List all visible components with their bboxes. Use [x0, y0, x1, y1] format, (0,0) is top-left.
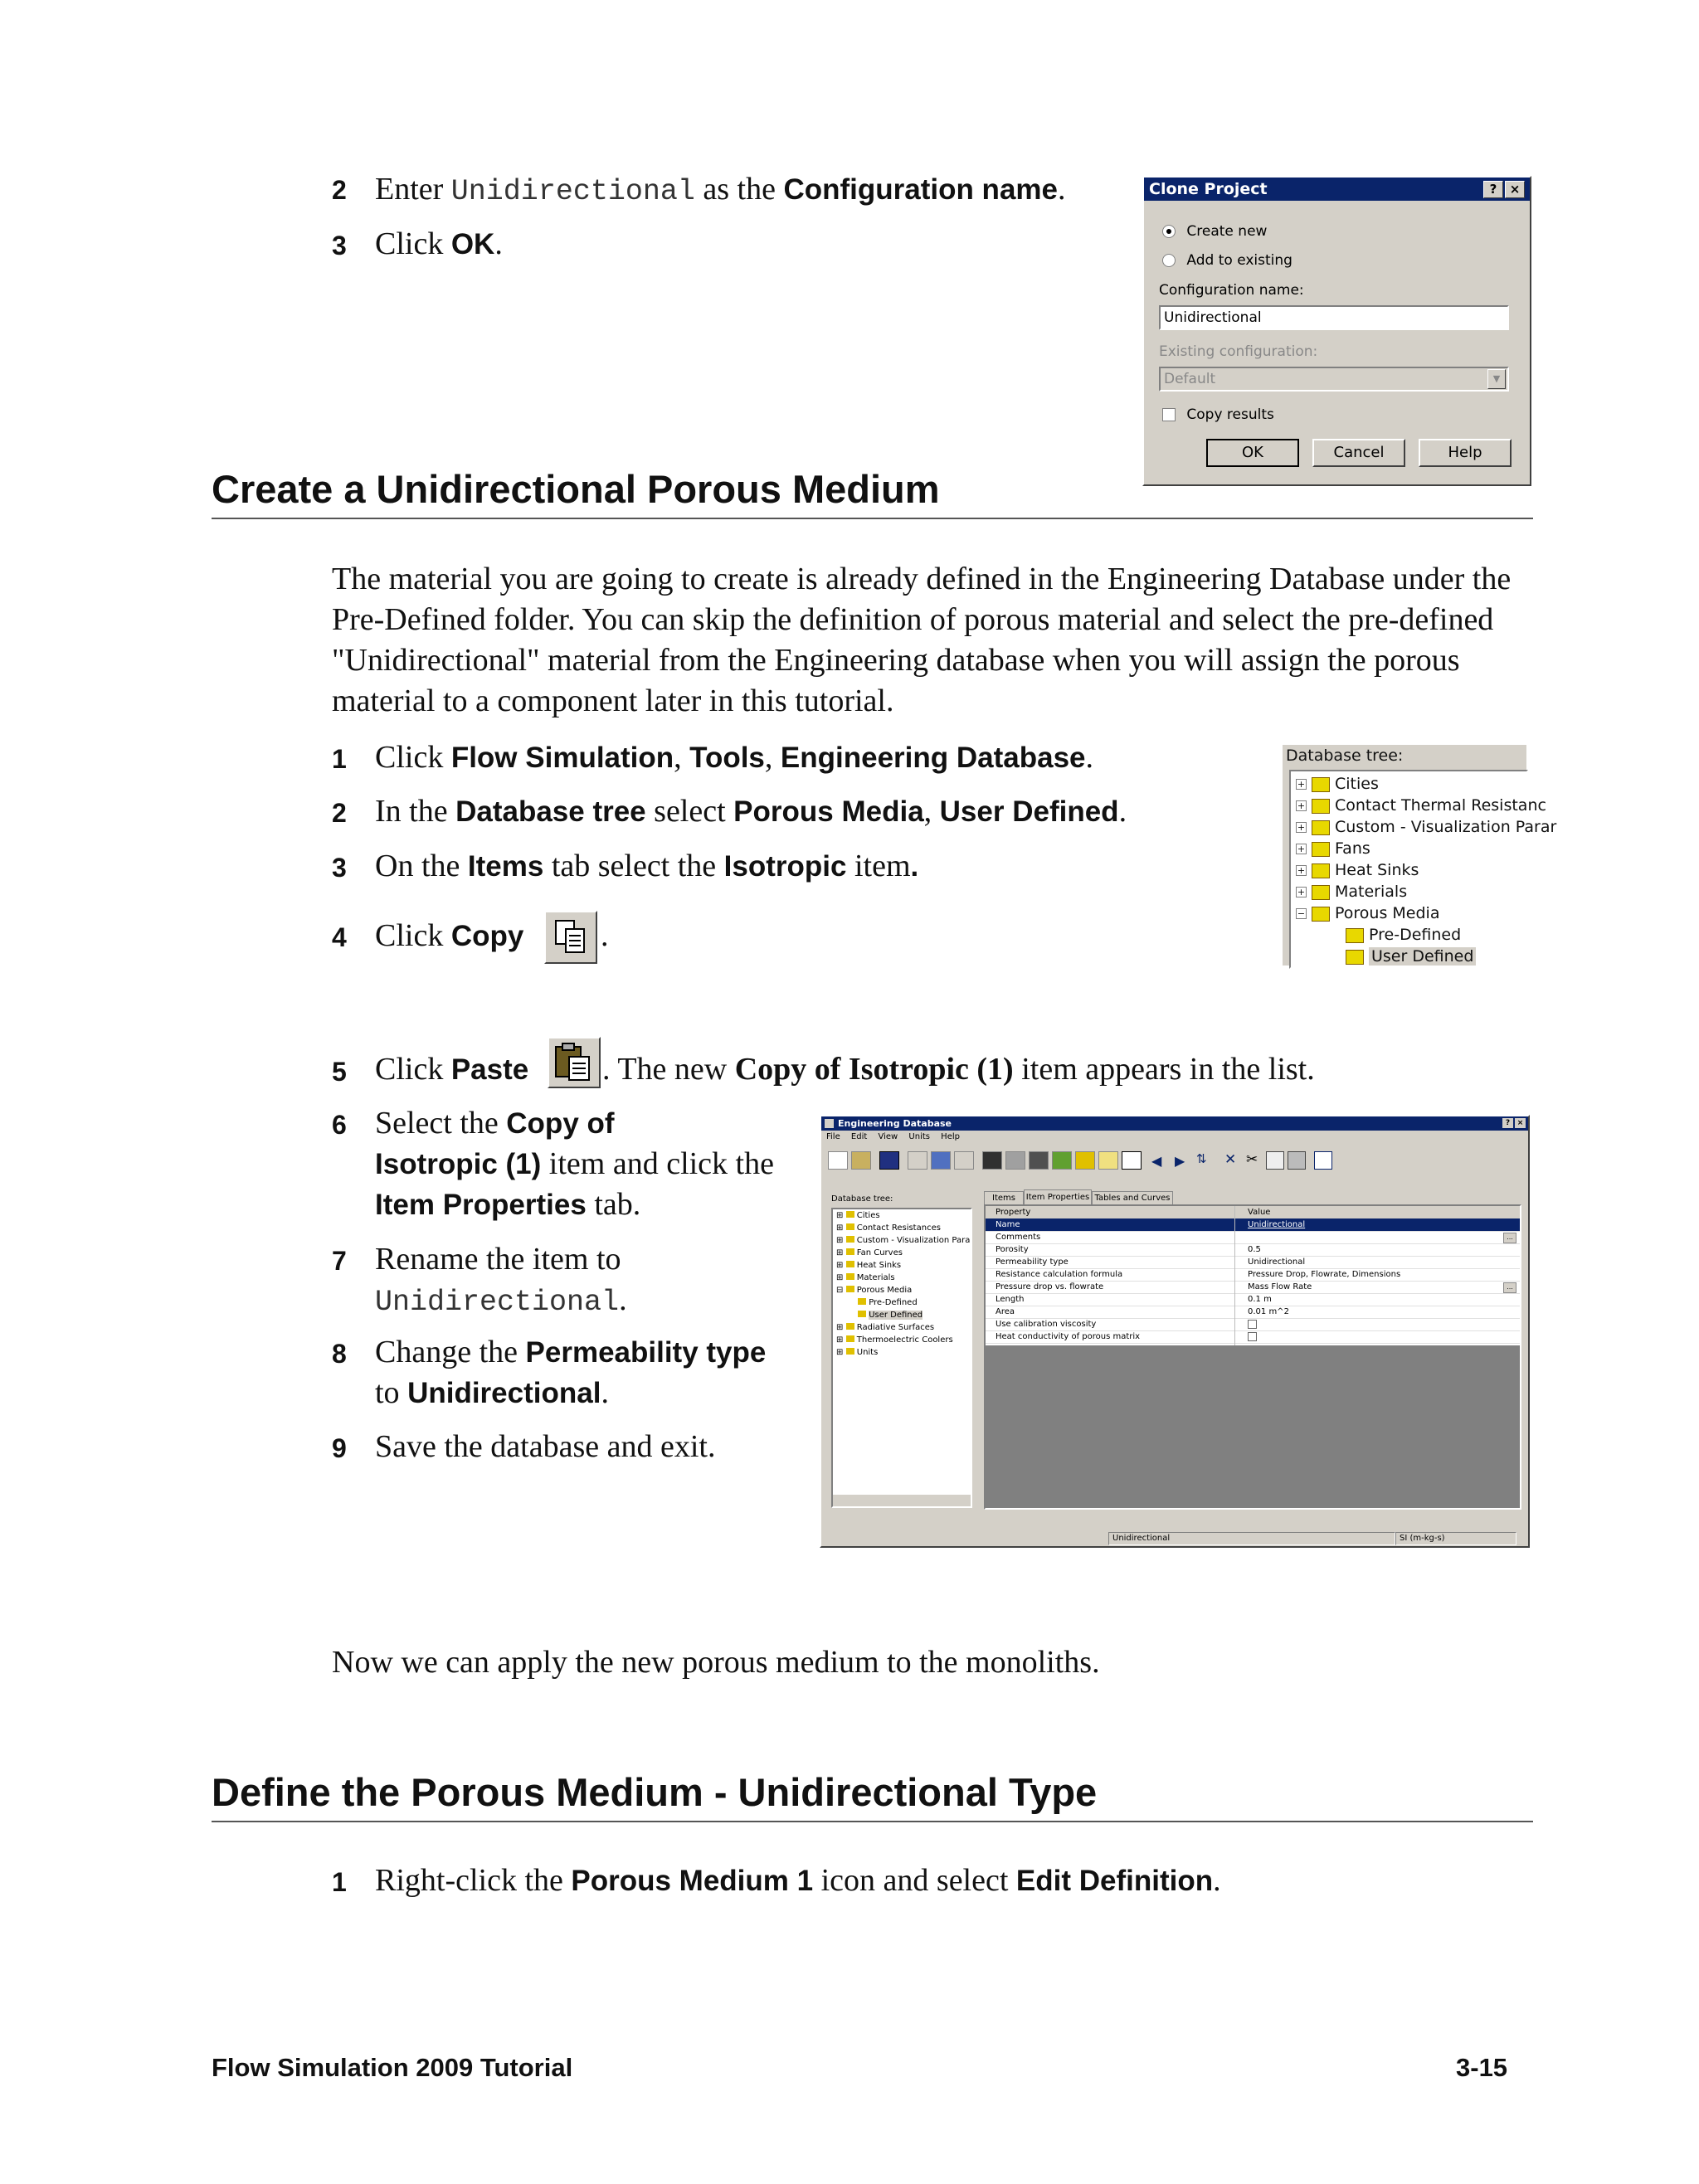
step-number: 3 — [332, 853, 347, 883]
step-text: Save the database and exit. — [375, 1429, 716, 1464]
existing-config-select[interactable]: Default ▼ — [1159, 367, 1509, 392]
new-icon[interactable] — [828, 1151, 848, 1170]
step-text: Right-click the Porous Medium 1 icon and select Edit Definition. — [375, 1863, 1221, 1898]
window-titlebar: Engineering Database ? × — [821, 1116, 1528, 1131]
tree-item[interactable]: Pre-Defined — [858, 1298, 918, 1307]
next-icon[interactable]: ▶ — [1175, 1153, 1185, 1169]
open-icon[interactable] — [851, 1151, 871, 1170]
menu-edit[interactable]: Edit — [850, 1132, 868, 1141]
step-text-end: . — [601, 918, 609, 953]
config-name-input[interactable]: Unidirectional — [1159, 305, 1509, 330]
step-number: 1 — [332, 744, 347, 774]
tree-item[interactable]: − Porous Media — [1297, 904, 1440, 922]
folder-icon[interactable] — [1075, 1151, 1095, 1170]
existing-config-label: Existing configuration: — [1159, 343, 1318, 360]
properties-icon[interactable] — [1314, 1151, 1332, 1170]
folder-icon — [1346, 950, 1364, 965]
tree-item[interactable]: + Fans — [1297, 839, 1370, 858]
expand-icon[interactable]: + — [1297, 844, 1306, 854]
page-number: 3-15 — [1456, 2053, 1508, 2082]
tree-item[interactable]: ⊞ Contact Resistances — [836, 1223, 941, 1233]
tree-scrollbar[interactable] — [833, 1495, 971, 1506]
help-icon[interactable]: ? — [1483, 181, 1503, 198]
tree-item[interactable]: + Contact Thermal Resistanc — [1297, 796, 1546, 815]
tree-item[interactable]: ⊞ Custom - Visualization Para — [836, 1236, 971, 1245]
curve-icon[interactable] — [954, 1151, 974, 1170]
radio-on-icon[interactable] — [1162, 225, 1176, 238]
tree-item[interactable]: + Cities — [1297, 775, 1379, 793]
table-row[interactable]: Area 0.01 m^2 — [986, 1306, 1520, 1319]
step-number: 6 — [332, 1110, 347, 1140]
table-row[interactable]: Comments ... — [986, 1231, 1520, 1244]
expand-icon[interactable]: + — [1297, 887, 1306, 897]
step-text-rest: . The new Copy of Isotropic (1) item appears in the list. — [602, 1052, 1315, 1087]
database-tree-label: Database tree: — [1286, 747, 1404, 765]
materials-icon — [1312, 885, 1330, 900]
step-text: Click Flow Simulation, Tools, Engineering Database. — [375, 740, 1093, 775]
expand-icon[interactable]: + — [1297, 822, 1306, 833]
toolbar — [828, 1150, 1409, 1171]
grid-header: Property Value — [986, 1206, 1520, 1219]
step-number: 9 — [332, 1433, 347, 1463]
tab-tables-curves[interactable]: Tables and Curves — [1092, 1191, 1173, 1205]
status-bar — [823, 1531, 1525, 1544]
ok-button[interactable]: OK — [1206, 439, 1299, 467]
ellipsis-icon[interactable]: ... — [1503, 1233, 1516, 1243]
heat-sinks-icon — [1312, 863, 1330, 878]
tool-icon[interactable] — [982, 1151, 1002, 1170]
step-text: Click Paste — [375, 1052, 529, 1087]
step-number: 1 — [332, 1867, 347, 1897]
step-text: Enter Unidirectional as the Configuration name. — [375, 172, 1066, 208]
ellipsis-icon[interactable]: ... — [1503, 1282, 1516, 1293]
table-row[interactable]: Resistance calculation formula Pressure Drop, Flowrate, Dimensions — [986, 1268, 1520, 1282]
column-divider — [1234, 1206, 1235, 1345]
expand-icon[interactable]: + — [1297, 779, 1306, 790]
copy-icon[interactable] — [544, 911, 597, 964]
intro-paragraph: The material you are going to create is already defined in the Engineering Database under the Pre-Defined folder. You can skip the definition of porous material and select the pre-defined "Unidirectional" material from the Engineering database when you will assign the porous material to a component later in this tutorial. — [332, 562, 1512, 718]
table-row[interactable]: Permeability type Unidirectional — [986, 1256, 1520, 1269]
fans-icon — [1312, 842, 1330, 857]
table-icon[interactable] — [931, 1151, 951, 1170]
tree-item[interactable]: ⊞ Fan Curves — [836, 1248, 903, 1257]
table-row[interactable]: Length 0.1 m — [986, 1293, 1520, 1306]
custom-icon — [1312, 820, 1330, 835]
contact-resistance-icon — [1312, 799, 1330, 814]
section-title: Create a Unidirectional Porous Medium — [212, 467, 940, 511]
help-icon[interactable]: ? — [1502, 1118, 1513, 1128]
prev-icon[interactable]: ◀ — [1151, 1153, 1162, 1169]
dialog-titlebar: Clone Project ? × — [1144, 178, 1530, 201]
sort-icon[interactable]: ⇅ — [1196, 1151, 1207, 1166]
tree-item[interactable]: ⊞ Materials — [836, 1273, 895, 1282]
delete-icon[interactable]: ✕ — [1224, 1151, 1237, 1168]
closing-paragraph: Now we can apply the new porous medium to the monoliths. — [332, 1645, 1100, 1680]
unit-icon[interactable] — [1098, 1151, 1118, 1170]
db-tree-label: Database tree: — [831, 1194, 893, 1204]
checkbox-icon[interactable] — [1162, 408, 1176, 421]
db-tree[interactable] — [831, 1208, 972, 1508]
step-text: Click OK. — [375, 226, 503, 261]
tree-item[interactable]: ⊞ Units — [836, 1348, 879, 1357]
menu-help[interactable]: Help — [941, 1132, 960, 1141]
paste-icon[interactable] — [1288, 1151, 1306, 1170]
close-icon[interactable]: × — [1505, 181, 1525, 198]
status-item: Unidirectional — [1108, 1532, 1395, 1545]
step-text: Select the Copy of Isotropic (1) item and click the Item Properties tab. — [375, 1106, 774, 1222]
step-number: 3 — [332, 231, 347, 260]
status-units: SI (m-kg-s) — [1395, 1532, 1516, 1545]
section-divider — [212, 518, 1533, 519]
step-number: 4 — [332, 922, 347, 952]
tree-item[interactable]: ⊞ Radiative Surfaces — [836, 1323, 935, 1332]
cut-icon[interactable]: ✂ — [1246, 1151, 1258, 1168]
section-divider — [212, 1821, 1533, 1822]
menu-view[interactable]: View — [878, 1132, 898, 1141]
tree-item[interactable]: + Heat Sinks — [1297, 861, 1419, 879]
copy-icon[interactable] — [1266, 1151, 1284, 1170]
step-text: Rename the item to Unidirectional. — [375, 1242, 627, 1319]
step-text: On the Items tab select the Isotropic item. — [375, 849, 919, 883]
cities-icon — [1312, 777, 1330, 792]
collapse-icon[interactable]: − — [1297, 908, 1306, 919]
config-name-label: Configuration name: — [1159, 282, 1304, 299]
save-icon[interactable] — [879, 1151, 899, 1170]
paste-icon[interactable] — [548, 1037, 601, 1088]
clone-project-dialog — [1142, 176, 1531, 486]
tree-item[interactable]: + Materials — [1297, 883, 1408, 901]
app-icon — [825, 1119, 834, 1128]
folder-open-icon — [1312, 907, 1330, 922]
table-row[interactable]: Heat conductivity of porous matrix — [986, 1330, 1520, 1344]
tree-item[interactable]: ⊞ Thermoelectric Coolers — [836, 1335, 953, 1345]
tree-item[interactable]: + Custom - Visualization Parar — [1297, 818, 1557, 836]
expand-icon[interactable]: + — [1297, 800, 1306, 811]
tab-items[interactable]: Items — [984, 1191, 1024, 1205]
tree-item-selected[interactable]: User Defined — [858, 1311, 923, 1320]
step-number: 2 — [332, 175, 347, 205]
menu-bar — [821, 1131, 1528, 1144]
tree-item[interactable]: ⊞ Cities — [836, 1211, 880, 1220]
help-button[interactable]: Help — [1419, 439, 1512, 467]
section-title: Define the Porous Medium - Unidirectional Type — [212, 1770, 1098, 1814]
blank-icon[interactable] — [1122, 1151, 1142, 1170]
chevron-down-icon[interactable]: ▼ — [1487, 369, 1506, 389]
table-row[interactable]: Name Unidirectional — [986, 1218, 1520, 1232]
table-row[interactable]: Porosity 0.5 — [986, 1243, 1520, 1257]
table-row[interactable]: Pressure drop vs. flowrate Mass Flow Rate ... — [986, 1281, 1520, 1294]
tree-item[interactable]: ⊟ Porous Media — [836, 1286, 913, 1295]
close-icon[interactable]: × — [1515, 1118, 1526, 1128]
step-number: 8 — [332, 1339, 347, 1369]
checkbox-icon[interactable] — [1248, 1332, 1257, 1341]
chart-icon[interactable] — [908, 1151, 927, 1170]
step-text: Click Copy — [375, 918, 524, 953]
table-row[interactable]: Use calibration viscosity — [986, 1318, 1520, 1331]
copy-results-checkbox[interactable]: Copy results — [1162, 406, 1274, 423]
fan-icon[interactable] — [1005, 1151, 1025, 1170]
expand-icon[interactable]: + — [1297, 865, 1306, 876]
folder-icon — [1346, 928, 1364, 943]
cancel-button[interactable]: Cancel — [1312, 439, 1405, 467]
grid-icon[interactable] — [1052, 1151, 1072, 1170]
step-number: 7 — [332, 1246, 347, 1276]
step-number: 5 — [332, 1057, 347, 1087]
menu-units[interactable]: Units — [908, 1132, 930, 1141]
grid-body — [986, 1206, 1520, 1345]
heat-icon[interactable] — [1029, 1151, 1049, 1170]
checkbox-icon[interactable] — [1248, 1320, 1257, 1329]
radio-off-icon[interactable] — [1162, 254, 1176, 267]
radio-create-new[interactable]: Create new — [1162, 223, 1267, 240]
database-tree[interactable] — [1289, 770, 1557, 969]
footer-title: Flow Simulation 2009 Tutorial — [212, 2053, 573, 2082]
tree-item[interactable]: ⊞ Heat Sinks — [836, 1261, 902, 1270]
step-text: Change the Permeability type to Unidirectional. — [375, 1335, 767, 1410]
properties-grid — [984, 1204, 1521, 1510]
engineering-database-window — [820, 1115, 1530, 1548]
radio-add-existing[interactable]: Add to existing — [1162, 252, 1293, 269]
database-tree-panel — [1283, 745, 1557, 966]
tree-item-selected[interactable]: User Defined — [1346, 947, 1476, 966]
menu-file[interactable]: File — [826, 1132, 840, 1141]
step-number: 2 — [332, 798, 347, 828]
step-text: In the Database tree select Porous Media, User Defined. — [375, 794, 1127, 829]
tab-item-properties[interactable]: Item Properties — [1024, 1189, 1092, 1205]
tree-item[interactable]: Pre-Defined — [1346, 926, 1461, 944]
